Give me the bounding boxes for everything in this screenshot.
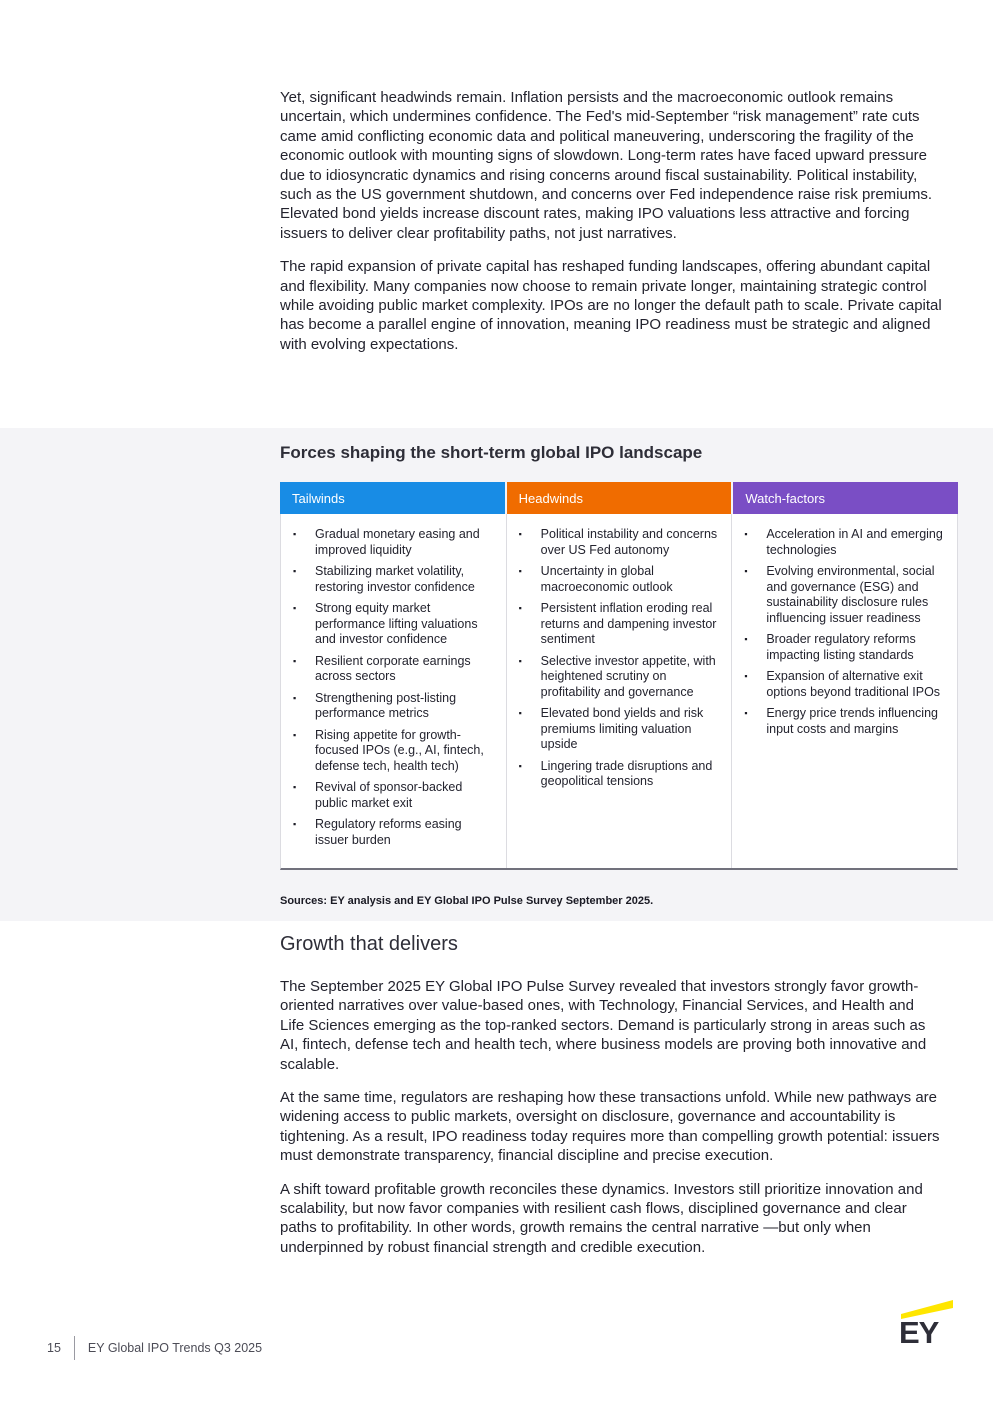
list-item xyxy=(293,564,496,595)
list-item xyxy=(293,601,496,648)
list-item-text: Strong equity market performance lifting valuations and investor confidence xyxy=(315,601,478,646)
footer-doc-title: EY Global IPO Trends Q3 2025 xyxy=(87,1341,263,1355)
bullet-square-icon: ▪ xyxy=(744,634,748,644)
bullet-square-icon: ▪ xyxy=(744,671,748,681)
list-item-text: Political instability and concerns over US Fed autonomy xyxy=(540,527,718,557)
list-item-text: Revival of sponsor-backed public market exit xyxy=(315,780,463,810)
forces-table xyxy=(280,482,958,870)
ey-logo xyxy=(899,1300,953,1348)
column-headwinds xyxy=(506,514,732,868)
list-item xyxy=(519,706,722,753)
bullet-square-icon: ▪ xyxy=(293,729,297,740)
list-item xyxy=(293,691,496,722)
list-item xyxy=(744,669,947,700)
bullet-square-icon: ▪ xyxy=(744,708,748,718)
bullet-square-icon: ▪ xyxy=(518,529,522,539)
list-item xyxy=(519,527,722,558)
forces-panel xyxy=(280,428,958,921)
sources-note: Sources: EY analysis and EY Global IPO Pulse Survey September 2025. xyxy=(280,895,654,907)
list-item-text: Evolving environmental, social and governance (ESG) and sustainability disclosure rules influencing issuer readiness xyxy=(766,564,935,625)
list-item-text: Gradual monetary easing and improved liquidity xyxy=(315,527,480,557)
list-item-text: Expansion of alternative exit options beyond traditional IPOs xyxy=(766,669,941,699)
bullet-square-icon: ▪ xyxy=(293,692,297,703)
list-item-text: Uncertainty in global macroeconomic outlook xyxy=(540,564,673,594)
bullet-square-icon: ▪ xyxy=(744,529,748,539)
section-heading: Growth that delivers xyxy=(280,933,458,955)
bullet-square-icon: ▪ xyxy=(293,529,297,539)
bullet-square-icon: ▪ xyxy=(293,655,297,666)
list-item-text: Acceleration in AI and emerging technologies xyxy=(766,527,943,557)
list-item-text: Broader regulatory reforms impacting listing standards xyxy=(766,632,916,662)
footer-divider xyxy=(74,1336,75,1360)
header-label: Watch-factors xyxy=(745,490,826,506)
list-item xyxy=(519,654,722,701)
bullet-square-icon: ▪ xyxy=(518,655,522,666)
list-item xyxy=(293,728,496,775)
column-watch-factors xyxy=(731,514,957,868)
paragraph: A shift toward profitable growth reconciles these dynamics. Investors still prioritize innovation and scalability, but now favor companies with resilient cash flows, disciplined governance and clear paths to profitability. In other words, growth remains the central narrative —but only when underpinned by robust financial strength and credible execution. xyxy=(280,1180,923,1256)
list-item-text: Stabilizing market volatility, restoring investor confidence xyxy=(315,564,475,594)
page-number: 15 xyxy=(47,1341,61,1355)
bullet-square-icon: ▪ xyxy=(518,603,522,613)
bullet-square-icon: ▪ xyxy=(293,566,297,576)
header-label: Headwinds xyxy=(518,490,583,506)
page-footer xyxy=(47,1336,262,1360)
list-item-text: Rising appetite for growth-focused IPOs (e.g., AI, fintech, defense tech, health tech) xyxy=(315,727,484,773)
header-label: Tailwinds xyxy=(292,490,345,506)
list-item-text: Resilient corporate earnings across sectors xyxy=(315,653,471,683)
bullet-square-icon: ▪ xyxy=(293,782,297,792)
bullet-square-icon: ▪ xyxy=(293,819,297,829)
list-item xyxy=(744,632,947,663)
list-item-text: Energy price trends influencing input costs and margins xyxy=(766,706,938,736)
paragraph: The rapid expansion of private capital has reshaped funding landscapes, offering abundant capital and flexibility. Many companies now choose to remain private longer, maintaining strategic control while avoiding public market complexity. IPOs are no longer the default path to scale. Private capital has become a parallel engine of innovation, meaning IPO readiness must be strategic and aligned with evolving expectations. xyxy=(280,258,942,353)
bullet-square-icon: ▪ xyxy=(518,566,522,576)
bullet-square-icon: ▪ xyxy=(518,708,522,718)
bullet-square-icon: ▪ xyxy=(293,603,297,613)
list-item xyxy=(744,527,947,558)
list-item xyxy=(293,654,496,685)
paragraph: Yet, significant headwinds remain. Inflation persists and the macroeconomic outlook remains uncertain, which undermines confidence. The Fed's mid-September “risk management” rate cuts came amid conflicting economic data and political maneuvering, underscoring the fragility of the economic outlook with mounting signs of slowdown. Long-term rates have faced upward pressure due to idiosyncratic dynamics and rising concerns around fiscal sustainability. Political instability, such as the US government shutdown, and concerns over Fed independence raise risk premiums. Elevated bond yields increase discount rates, making IPO valuations less attractive and forcing issuers to deliver clear profitability paths, not just narratives. xyxy=(280,89,933,242)
paragraph: At the same time, regulators are reshaping how these transactions unfold. While new pathways are widening access to public markets, oversight on disclosure, governance and accountability is tightening. As a result, IPO readiness today requires more than compelling growth potential: issuers must demonstrate transparency, financial discipline and precise execution. xyxy=(280,1089,940,1165)
table-header-row xyxy=(280,482,958,514)
growth-section xyxy=(280,933,942,1271)
list-item xyxy=(293,780,496,811)
bullet-square-icon: ▪ xyxy=(518,760,522,771)
list-item-text: Strengthening post-listing performance metrics xyxy=(315,690,457,720)
list-item-text: Selective investor appetite, with heightened scrutiny on profitability and governance xyxy=(540,653,716,699)
header-watch-factors xyxy=(731,482,958,514)
table-body-row xyxy=(280,514,958,870)
paragraph: The September 2025 EY Global IPO Pulse Survey revealed that investors strongly favor growth-oriented narratives over value-based ones, with Technology, Financial Services, and Health and Life Sciences emerging as the top-ranked sectors. Demand is particularly strong in areas such as AI, fintech, defense tech and health tech, where business models are proving both innovative and scalable. xyxy=(280,978,927,1073)
list-item xyxy=(744,564,947,626)
header-tailwinds xyxy=(280,482,505,514)
list-item xyxy=(519,601,722,648)
column-tailwinds xyxy=(281,514,506,868)
forces-panel-band xyxy=(0,428,993,921)
list-item-text: Persistent inflation eroding real returns and dampening investor sentiment xyxy=(540,601,717,646)
header-headwinds xyxy=(505,482,732,514)
list-item-text: Regulatory reforms easing issuer burden xyxy=(315,817,462,847)
panel-title: Forces shaping the short-term global IPO landscape xyxy=(280,443,703,462)
ey-logo-text: EY xyxy=(899,1315,939,1350)
list-item xyxy=(293,527,496,558)
intro-section xyxy=(280,88,942,368)
list-item xyxy=(744,706,947,737)
list-item xyxy=(519,759,722,790)
list-item-text: Elevated bond yields and risk premiums limiting valuation upside xyxy=(540,706,704,751)
list-item-text: Lingering trade disruptions and geopolitical tensions xyxy=(540,758,713,788)
bullet-square-icon: ▪ xyxy=(744,566,748,576)
list-item xyxy=(293,817,496,848)
list-item xyxy=(519,564,722,595)
